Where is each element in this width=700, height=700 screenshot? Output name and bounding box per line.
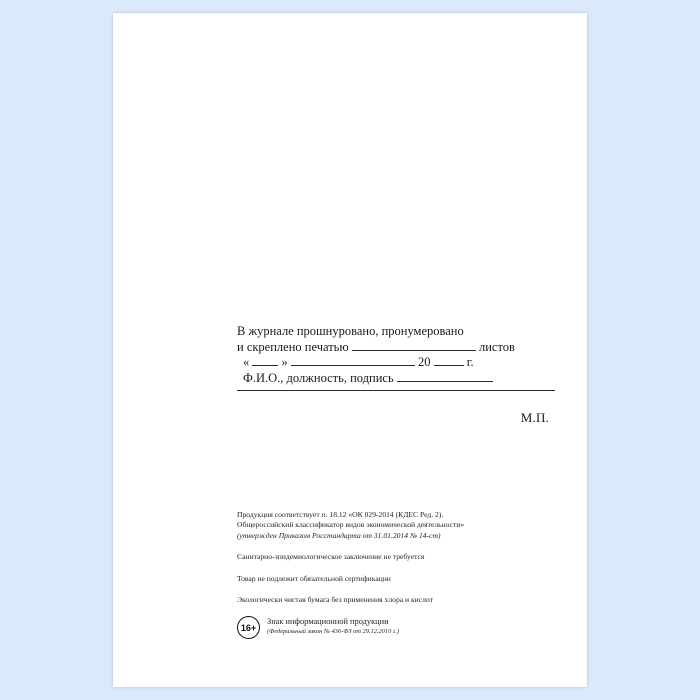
note-eco-paper — [237, 595, 567, 605]
note-okpd-line-1: Продукция соответствует п. 18.12 «ОК 029-2014 (КДЕС Ред. 2). — [237, 510, 444, 519]
note-okpd — [237, 510, 567, 541]
note-okpd-italic: (утвержден Приказом Росстандарта от 31.01.2014 № 14-ст) — [237, 530, 441, 540]
signature-blank — [397, 381, 493, 382]
note-sanitary — [237, 552, 567, 562]
signature-line-1 — [237, 324, 567, 340]
age-rating-subtitle: (Федеральный закон № 436-ФЗ от 29.12.2010 г.) — [267, 628, 400, 635]
signature-line-1-text: В журнале прошнуровано, пронумеровано — [237, 324, 464, 338]
date-quote-open: « — [243, 355, 250, 369]
note-eco-paper-line-1: Экологически чистая бумага без применения хлора и кислот — [237, 595, 433, 605]
signature-line-3 — [237, 355, 567, 371]
year-suffix: г. — [466, 355, 474, 369]
month-blank — [291, 365, 415, 366]
age-rating-title: Знак информационной продукции — [267, 617, 389, 626]
age-rating-block — [237, 615, 399, 639]
year-prefix: 20 — [418, 355, 431, 369]
legal-notes — [237, 510, 567, 616]
signature-block — [237, 324, 567, 426]
signature-line-2-suffix: листов — [478, 339, 515, 354]
note-okpd-line-2: Общероссийский классификатор видов экономической деятельности» — [237, 520, 465, 530]
year-blank — [434, 365, 464, 366]
signature-line-2-text: и скреплено печатью — [237, 339, 349, 354]
age-rating-badge-icon: 16+ — [237, 616, 260, 639]
day-blank — [252, 365, 278, 366]
signature-line-4-text: Ф.И.О., должность, подпись — [243, 370, 394, 385]
stamp-label: М.П. — [520, 410, 549, 425]
document-page — [113, 13, 587, 687]
signature-line-2 — [237, 340, 567, 356]
note-certification-line-1: Товар не подлежит обязательной сертификации — [237, 573, 391, 583]
note-sanitary-line-1: Санитарно-эпидемиологическое заключение не требуется — [237, 552, 425, 562]
age-rating-text — [267, 615, 399, 636]
sheets-count-blank — [352, 350, 476, 351]
signature-line-4 — [237, 371, 567, 387]
page-content — [113, 13, 587, 687]
date-quote-close: » — [281, 355, 288, 369]
signature-full-rule — [237, 389, 555, 391]
note-certification — [237, 574, 567, 584]
